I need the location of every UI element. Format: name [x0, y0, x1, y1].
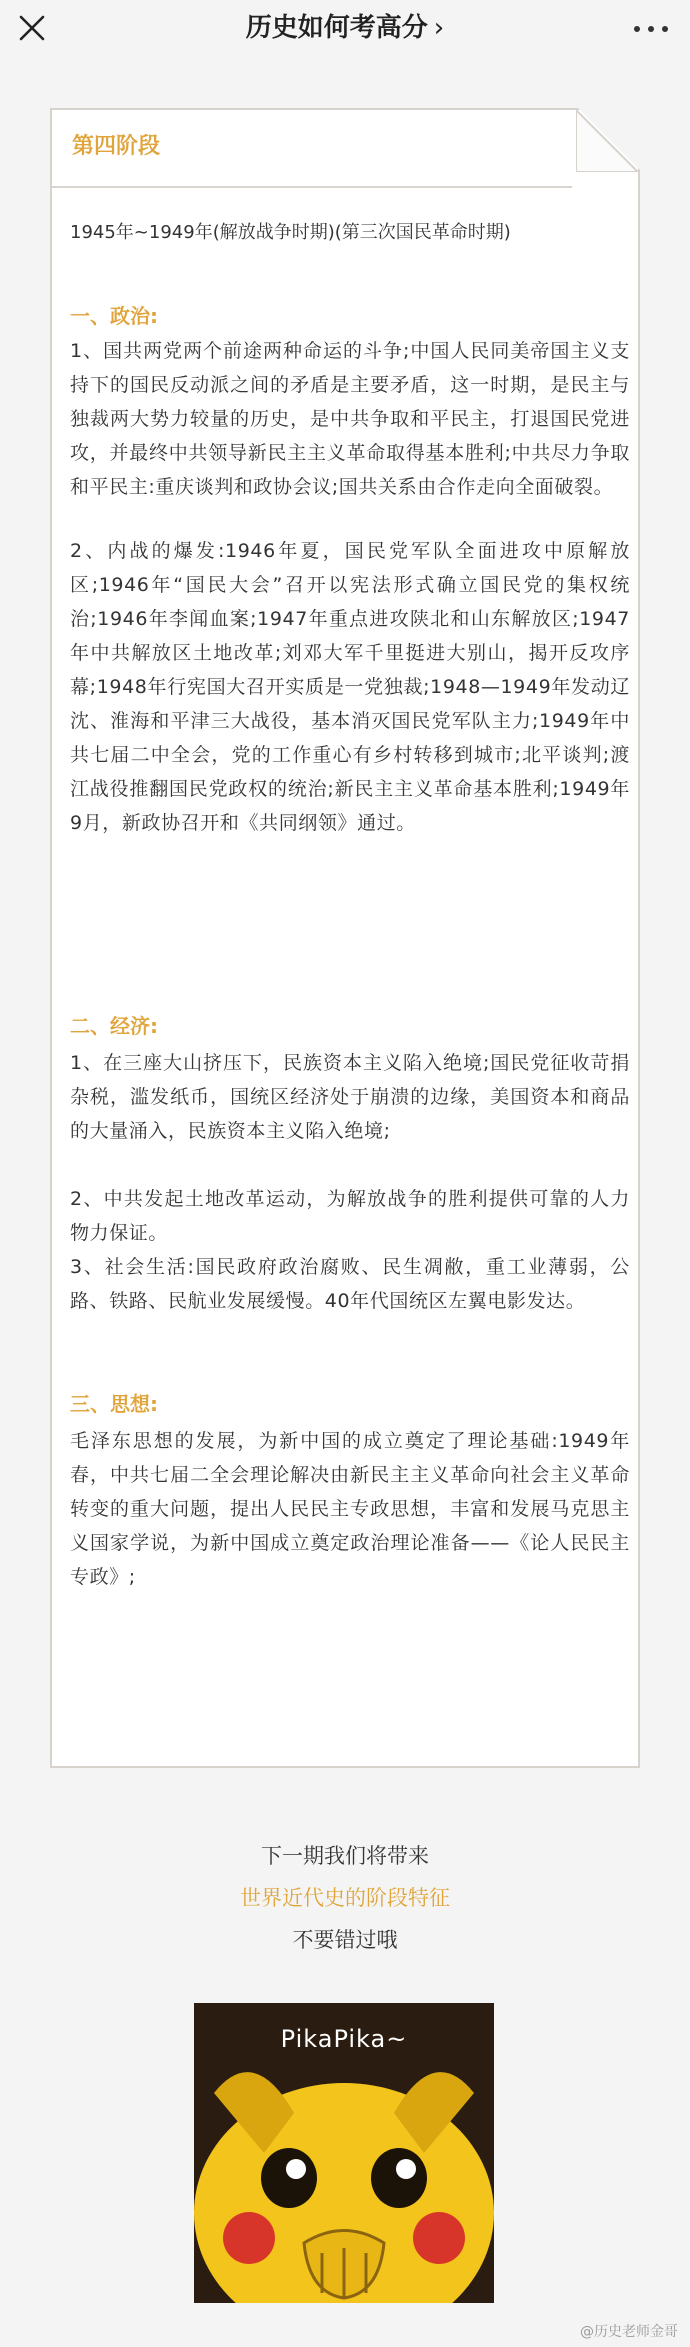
promo-line-1: 下一期我们将带来 [261, 1844, 429, 1868]
period-text: 1945年~1949年(解放战争时期)(第三次国民革命时期) [70, 222, 511, 243]
page-title-text: 历史如何考高分 [245, 13, 428, 43]
promo-line-3: 不要错过哦 [292, 1928, 398, 1952]
section-heading-politics: 一、政治: [70, 304, 158, 328]
content-card [50, 108, 640, 1768]
pikachu-meme-image [194, 2003, 494, 2303]
more-button[interactable] [632, 12, 672, 44]
economy-paragraph-3: 3、社会生活:国民政府政治腐败、民生凋敝，重工业薄弱，公路、铁路、民航业发展缓慢。40年代国统区左翼电影发达。 [70, 1256, 630, 1312]
page-title[interactable] [0, 12, 690, 44]
top-bar [0, 0, 690, 56]
section-heading-economy: 二、经济: [70, 1014, 158, 1038]
politics-paragraph-2: 2、内战的爆发:1946年夏，国民党军队全面进攻中原解放区;1946年“国民大会”召开以宪法形式确立国民党的集权统治;1946年李闻血案;1947年重点进攻陕北和山东解放区;1947年中共解放区土地改革;刘邓大军千里挺进大别山，揭开反攻序幕;1948年行宪国大召开实质是一党独裁;1948—1949年发动辽沈、淮海和平津三大战役，基本消灭国民党军队主力;1949年中共七届二中全会，党的工作重心有乡村转移到城市;北平谈判;渡江战役推翻国民党政权的统治;新民主主义革命基本胜利;1949年9月，新政协召开和《共同纲领》通过。 [70, 540, 630, 834]
chevron-right-icon: › [433, 13, 445, 43]
thought-paragraph-1: 毛泽东思想的发展，为新中国的成立奠定了理论基础:1949年春，中共七届二全会理论解决由新民主主义革命向社会主义革命转变的重大问题，提出人民民主专政思想，丰富和发展马克思主义国家学说，为新中国成立奠定政治理论准备——《论人民民主专政》; [70, 1430, 630, 1588]
promo-line-2: 世界近代史的阶段特征 [240, 1886, 450, 1910]
section-heading-thought: 三、思想: [70, 1392, 158, 1416]
page-fold-line [576, 110, 638, 172]
meme-caption: PikaPika~ [280, 2025, 408, 2053]
economy-paragraph-1: 1、在三座大山挤压下，民族资本主义陷入绝境;国民党征收苛捐杂税，滥发纸币，国统区经济处于崩溃的边缘，美国资本和商品的大量涌入，民族资本主义陷入绝境; [70, 1052, 630, 1142]
economy-paragraph-2: 2、中共发起土地改革运动，为解放战争的胜利提供可靠的人力物力保证。 [70, 1188, 630, 1244]
stage-title: 第四阶段 [72, 134, 161, 159]
more-icon-dot [648, 26, 654, 32]
divider [52, 186, 572, 188]
politics-paragraph-1: 1、国共两党两个前途两种命运的斗争;中国人民同美帝国主义支持下的国民反动派之间的矛盾是主要矛盾，这一时期，是民主与独裁两大势力较量的历史，是中共争取和平民主，打退国民党进攻，并最终中共领导新民主主义革命取得基本胜利;中共尽力争取和平民主:重庆谈判和政协会议;国共关系由合作走向全面破裂。 [70, 340, 630, 498]
more-icon [634, 26, 640, 32]
more-icon-dot [662, 26, 668, 32]
watermark: @历史老师金哥 [580, 2324, 678, 2340]
